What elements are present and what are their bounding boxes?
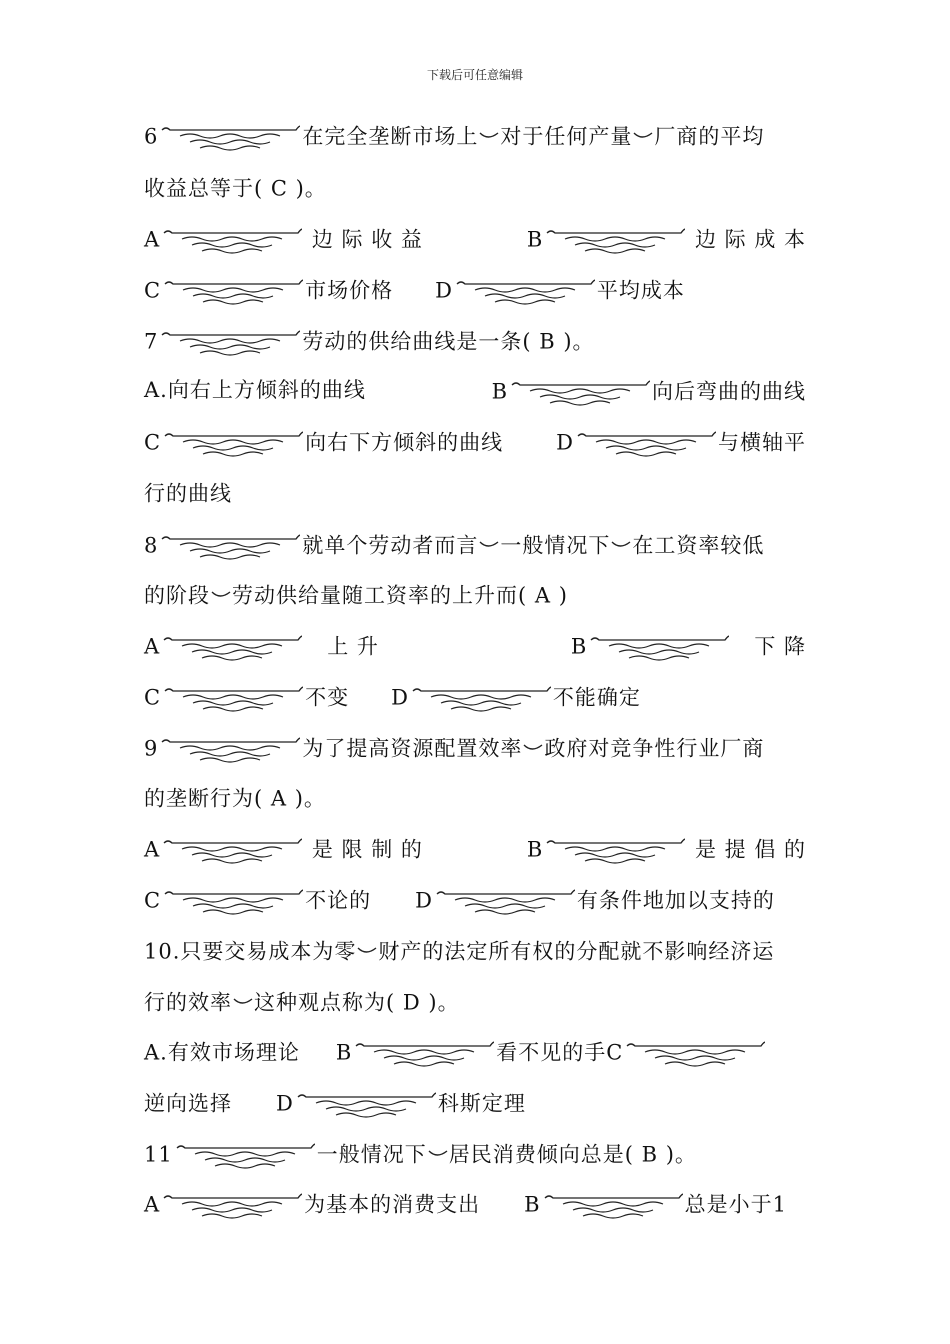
tick-mark-icon	[356, 945, 378, 959]
question-9-options-ab	[144, 831, 806, 865]
question-text: 对于任何产量	[500, 124, 633, 149]
tick-mark-icon	[632, 130, 654, 144]
question-7-options-cd	[144, 424, 806, 458]
question-text: 的垄断行为( A )。	[144, 786, 326, 811]
wave-mark-icon	[625, 1038, 765, 1068]
question-text: 劳动的供给曲线是一条( B )。	[302, 329, 595, 354]
question-10-line-2	[144, 984, 806, 1018]
option-label: D	[276, 1091, 294, 1116]
wave-mark-icon	[455, 276, 595, 306]
wave-mark-icon	[510, 377, 650, 407]
question-text: 10.只要交易成本为零	[144, 939, 357, 964]
option-d	[556, 424, 806, 458]
option-label: D	[556, 430, 574, 455]
wave-mark-icon	[163, 886, 303, 916]
option-text: 上 升	[327, 634, 379, 659]
question-6-line-2	[144, 170, 806, 204]
option-label: C	[606, 1040, 624, 1065]
question-10-options-abc	[144, 1034, 806, 1068]
question-text: 就单个劳动者而言	[302, 533, 479, 558]
option-text: 不论的	[305, 888, 372, 913]
question-8-options-cd	[144, 679, 806, 713]
option-label: B	[526, 837, 544, 862]
option-text: 总是小于1	[684, 1192, 787, 1217]
wave-mark-icon	[296, 1089, 436, 1119]
question-8-line-1	[144, 527, 806, 561]
option-label: B	[491, 379, 508, 404]
question-text: 在完全垄断市场上	[302, 124, 479, 149]
option-label: B	[570, 634, 588, 659]
page-header: 下载后可任意编辑	[426, 68, 523, 82]
question-8-options-ab	[144, 628, 806, 662]
option-label: D	[391, 685, 409, 710]
question-text: 劳动供给量随工资率的上升而( A )	[232, 583, 568, 608]
option-label: D	[435, 278, 453, 303]
option-a	[144, 221, 423, 255]
question-text: 一般情况下	[500, 533, 611, 558]
wave-mark-icon	[435, 886, 575, 916]
wave-mark-icon	[175, 1140, 315, 1170]
question-number: 8	[144, 533, 159, 558]
option-a: A.向右上方倾斜的曲线	[144, 378, 366, 402]
wave-mark-icon	[354, 1038, 494, 1068]
tick-mark-icon	[232, 996, 254, 1010]
wave-mark-icon	[160, 122, 300, 152]
question-6-options-cd	[144, 272, 806, 306]
option-label: C	[144, 888, 162, 913]
option-label: C	[144, 685, 162, 710]
option-text: 看不见的手	[496, 1040, 607, 1065]
question-8-line-2	[144, 577, 806, 611]
wave-mark-icon	[162, 835, 302, 865]
question-text: 的阶段	[144, 583, 210, 608]
option-text: 平均成本	[596, 278, 685, 303]
question-11	[144, 1136, 806, 1170]
option-text: 不变	[305, 685, 350, 710]
question-9-line-2	[144, 780, 806, 814]
option-text: 行的曲线	[144, 481, 232, 506]
question-text: 一般情况下	[316, 1142, 427, 1167]
option-b	[492, 373, 806, 407]
question-text: 这种观点称为( D )。	[254, 990, 460, 1015]
question-number: 9	[144, 736, 159, 761]
wave-mark-icon	[162, 1190, 302, 1220]
question-6-options-ab	[144, 221, 806, 255]
question-text: 行的效率	[144, 990, 232, 1015]
tick-mark-icon	[478, 539, 500, 553]
wave-mark-icon	[163, 428, 303, 458]
option-text: 向后弯曲的曲线	[652, 379, 806, 404]
question-9-options-cd	[144, 882, 806, 916]
question-6-line-1	[144, 118, 806, 152]
option-label: B	[524, 1192, 541, 1217]
option-label: A	[144, 1192, 161, 1217]
option-text: 为基本的消费支出	[304, 1192, 481, 1217]
option-text: 逆向选择	[144, 1091, 232, 1116]
option-text: 是 提 倡 的	[694, 837, 806, 862]
option-a	[144, 831, 423, 865]
option-b	[527, 221, 806, 255]
option-c	[144, 424, 503, 458]
option-label: A	[144, 837, 161, 862]
wave-mark-icon	[160, 531, 300, 561]
wave-mark-icon	[411, 683, 551, 713]
wave-mark-icon	[589, 632, 729, 662]
tick-mark-icon	[210, 589, 232, 603]
wave-mark-icon	[543, 1190, 683, 1220]
wave-mark-icon	[162, 632, 302, 662]
option-b	[527, 831, 806, 865]
question-text: 厂商的平均	[654, 124, 765, 149]
option-text: 向右下方倾斜的曲线	[305, 430, 504, 455]
question-9-line-1	[144, 730, 806, 764]
question-text: 收益总等于( C )。	[144, 176, 327, 201]
wave-mark-icon	[163, 683, 303, 713]
question-text: 居民消费倾向总是( B )。	[448, 1142, 697, 1167]
question-11-options-ab	[144, 1186, 806, 1220]
question-7-options-ab	[144, 373, 806, 407]
question-10-options-cd	[144, 1085, 806, 1119]
option-text: 边 际 成 本	[694, 227, 806, 252]
tick-mark-icon	[427, 1148, 449, 1162]
question-text: 在工资率较低	[632, 533, 765, 558]
tick-mark-icon	[478, 130, 500, 144]
wave-mark-icon	[545, 225, 685, 255]
option-text: 与横轴平	[718, 430, 806, 455]
option-text: 下 降	[754, 634, 806, 659]
tick-mark-icon	[610, 539, 632, 553]
question-7	[144, 323, 806, 357]
option-text: 是 限 制 的	[311, 837, 423, 862]
wave-mark-icon	[545, 835, 685, 865]
wave-mark-icon	[576, 428, 716, 458]
question-text: 财产的法定所有权的分配就不影响经济运	[378, 939, 775, 964]
option-b	[571, 628, 806, 662]
option-text: 市场价格	[305, 278, 394, 303]
question-number: 7	[144, 329, 159, 354]
option-label: C	[144, 278, 162, 303]
tick-mark-icon	[522, 742, 544, 756]
option-a	[144, 628, 379, 662]
question-10-line-1	[144, 933, 806, 967]
wave-mark-icon	[162, 225, 302, 255]
option-label: C	[144, 430, 162, 455]
option-label: D	[415, 888, 433, 913]
question-7-options-cont	[144, 475, 806, 509]
option-label: B	[335, 1040, 353, 1065]
question-text: 政府对竞争性行业厂商	[544, 736, 765, 761]
option-label: B	[526, 227, 544, 252]
option-text: 边 际 收 益	[311, 227, 423, 252]
option-a: A.有效市场理论	[144, 1040, 300, 1065]
wave-mark-icon	[160, 327, 300, 357]
question-text: 为了提高资源配置效率	[302, 736, 523, 761]
option-text: 科斯定理	[437, 1091, 526, 1116]
option-text: 不能确定	[552, 685, 641, 710]
option-text: 有条件地加以支持的	[576, 888, 775, 913]
option-label: A	[144, 634, 161, 659]
question-number: 6	[144, 124, 159, 149]
question-number: 11	[144, 1142, 173, 1167]
option-label: A	[144, 227, 161, 252]
wave-mark-icon	[163, 276, 303, 306]
wave-mark-icon	[160, 734, 300, 764]
